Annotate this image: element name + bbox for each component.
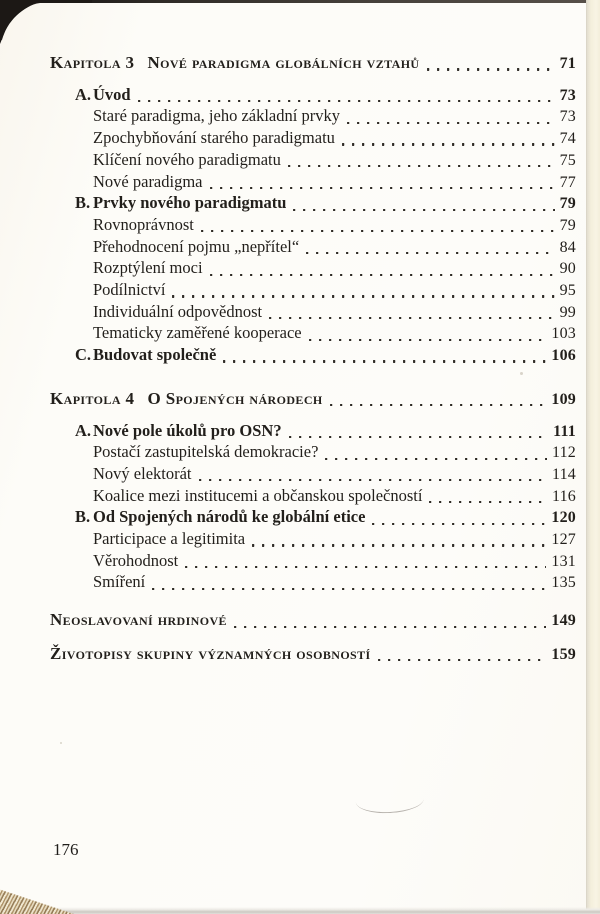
dot-leader [269,317,554,319]
toc-chapter-row [50,53,576,75]
dot-leader [378,659,547,661]
page-number: 77 [559,173,576,191]
entry-title: Podílnictví [93,280,166,300]
toc-sub-row [50,529,576,551]
toc-sub-row [50,237,576,259]
dot-leader [138,100,555,102]
dot-leader [210,274,555,276]
entry-title: Smíření [93,572,146,592]
entry-title: Úvod [93,84,131,104]
toc-sub-row [50,572,576,594]
chapter-title: O Spojených národech [147,388,323,408]
page-number: 112 [551,444,576,462]
page-number: 114 [551,465,576,483]
entry-title: Koalice mezi institucemi a občanskou společností [93,485,423,505]
entry-title: Tematicky zaměřené kooperace [93,323,302,343]
page-edge-strip [586,0,600,914]
dot-leader [289,436,549,438]
dot-leader [306,252,554,254]
table-of-contents [50,53,576,666]
page-number: 95 [559,282,576,300]
toc-sub-row [50,215,576,237]
dot-leader [309,339,547,341]
dot-leader [372,523,546,525]
page-number: 111 [553,422,576,440]
entry-title: Nový elektorát [93,463,192,483]
dot-leader [234,626,546,628]
page-number: 73 [559,108,576,126]
page-number: 135 [551,574,576,592]
section-letter: B. [75,507,91,527]
dot-leader [330,404,547,406]
toc-section-row [50,507,576,529]
entry-title: Postačí zastupitelská demokracie? [93,442,319,462]
toc-section-row [50,421,576,443]
chapter-label: Kapitola 3 [50,53,135,72]
toc-heading-row [50,644,576,666]
toc-sub-row [50,172,576,194]
page-number: 79 [559,195,576,213]
toc-sub-row [50,302,576,324]
page-number: 79 [559,216,576,234]
toc-section-row [50,345,576,367]
toc-sub-row [50,258,576,280]
entry-title: Rozptýlení moci [93,258,203,278]
dot-leader [347,122,555,124]
toc-sub-row [50,486,576,508]
entry-title: Životopisy skupiny významných osobností [50,643,371,663]
entry-title: Věrohodnost [93,550,179,570]
entry-title: Klíčení nového paradigmatu [93,149,281,169]
dot-leader [342,143,555,145]
dot-leader [199,479,547,481]
section-letter: A. [75,420,92,440]
page-number: 71 [559,55,576,72]
chapter-title: Nové paradigma globálních vztahů [147,53,420,72]
entry-title: Prvky nového paradigmatu [93,193,287,213]
entry-title: Neoslavovaní hrdinové [50,610,227,630]
entry-title: Budovat společně [93,345,217,365]
page-number: 120 [551,509,576,527]
toc-chapter-row [50,389,576,411]
dot-leader [427,68,555,70]
dot-leader [293,209,554,211]
page-number: 73 [559,86,576,104]
toc-sub-row [50,323,576,345]
section-letter: A. [75,84,92,104]
scratch-mark [356,797,425,815]
entry-title: Zpochybňování starého paradigmatu [93,128,335,148]
entry-title: Participace a legitimita [93,529,246,549]
dot-leader [252,544,546,546]
page-number: 103 [551,325,576,343]
dot-leader [223,360,546,362]
toc-heading-row [50,610,576,632]
dot-leader [172,295,554,297]
dot-leader [152,588,546,590]
toc-sub-row [50,150,576,172]
toc-sub-row [50,106,576,128]
scan-bottom-edge [0,907,600,914]
page-number: 106 [551,347,576,365]
dot-leader [210,187,555,189]
page-number: 131 [551,552,576,570]
dot-leader [325,458,547,460]
entry-title: Od Spojených národů ke globální etice [93,507,366,527]
toc-sub-row [50,128,576,150]
dot-leader [288,165,555,167]
section-letter: C. [75,345,92,365]
folio-page-number: 176 [53,840,79,859]
dot-leader [185,566,546,568]
entry-title: Nové paradigma [93,171,203,191]
chapter-label: Kapitola 4 [50,388,135,408]
entry-title: Nové pole úkolů pro OSN? [93,420,282,440]
page-number: 74 [559,130,576,148]
toc-sub-row [50,551,576,573]
page-number: 90 [559,260,576,278]
page-number: 159 [551,645,576,663]
page-number: 116 [551,487,576,505]
toc-sub-row [50,464,576,486]
page-number: 75 [559,151,576,169]
toc-section-row [50,85,576,107]
toc-section-row [50,193,576,215]
entry-title: Přehodnocení pojmu „nepřítel“ [93,236,300,256]
dot-leader [201,230,555,232]
paper-speck [60,742,62,744]
page-number: 99 [559,303,576,321]
toc-sub-row [50,442,576,464]
page-number: 84 [559,238,576,256]
entry-title: Staré paradigma, jeho základní prvky [93,106,340,126]
page-number: 109 [551,390,576,408]
entry-title: Rovnoprávnost [93,214,194,234]
page-number: 149 [551,612,576,630]
dot-leader [429,501,547,503]
section-letter: B. [75,193,91,213]
page-number: 127 [551,531,576,549]
toc-sub-row [50,280,576,302]
entry-title: Individuální odpovědnost [93,301,263,321]
